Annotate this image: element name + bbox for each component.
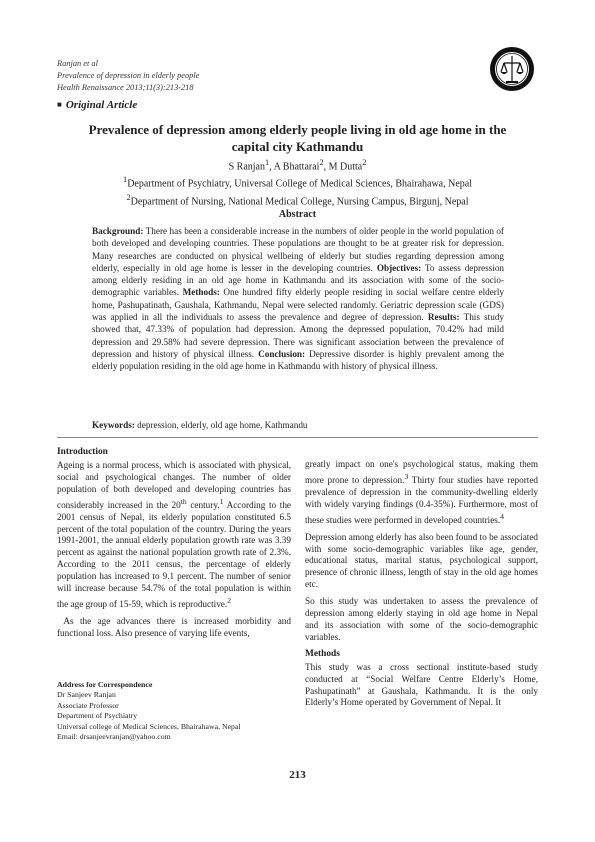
ordinal-suffix: th: [180, 496, 187, 506]
author-affiliation-mark: 1: [264, 158, 270, 167]
article-type: [57, 99, 137, 111]
keywords-text: depression, elderly, old age home, Kathmandu: [137, 420, 308, 430]
intro-text: Thirty four studies have reported prevalence of depression in the community-dwelling elderly with widely varying findings (0.4-35%). Furthermore, most of these studies were performed in developed countries.: [305, 474, 538, 525]
abstract-background: There has been a considerable increase in the numbers of older people in the world population of both developed and developing countries. These populations are thought to be at greater risk for depression. Many researches are conducted on physical wellbeing of elderly but studies regarding depression among elderly, especially in old age home is lesser in the developing countries.: [92, 226, 504, 273]
article-title: Prevalence of depression among elderly people living in old age home in the capital city Kathmandu: [88, 122, 507, 154]
affiliation: [57, 191, 538, 208]
intro-paragraph: [57, 460, 291, 611]
methods-heading: Methods: [305, 648, 340, 659]
correspondence-position: Associate Professor: [57, 700, 119, 710]
intro-paragraph-continued: greatly impact on one's psychological status, making them more prone to depression.$^3$ Thirty four studies have reported prevalence of depression in the community-dwelling elderly with widely varying findings (0.4-35%). Furthermore, most of these studies were performed in developed countries.$^4$: [305, 459, 538, 525]
affiliation-text: Department of Nursing, National Medical College, Nursing Campus, Birgunj, Nepal: [130, 195, 469, 207]
intro-text: century.: [186, 499, 220, 510]
citation-mark: 1: [219, 496, 224, 506]
running-head: [57, 58, 199, 94]
author-name: M Dutta: [328, 161, 363, 173]
abstract-label: Objectives:: [376, 262, 422, 273]
intro-text: Ageing is a normal process, which is associated with physical, social and psychological changes. The number of older population of both developed and developing countries has considerably increased in the 20: [57, 459, 291, 510]
correspondence-name: Dr Sanjeev Ranjan: [57, 690, 116, 700]
correspondence-block: [57, 680, 291, 742]
abstract-conclusion: Depressive disorder is highly prevalent among the elderly population residing in the old age home in Kathmandu with history of physical illness.: [92, 348, 504, 372]
correspondence-heading: Address for Correspondence: [57, 680, 153, 689]
correspondence-department: Department of Psychiatry: [57, 711, 138, 721]
left-column: [57, 447, 291, 645]
author-name: A Bhattarai: [273, 161, 320, 173]
abstract-results: This study showed that, 47.33% of population had depression. Among the depressed population, 70.42% had mild depression and 29.58% had severe depression. There was significant association between the prevalence of depression and history of physical illness.: [92, 312, 505, 359]
abstract-label: Background:: [92, 226, 144, 236]
page-number: 213: [289, 769, 306, 781]
author-block: [57, 156, 538, 208]
citation-mark: 4: [500, 511, 504, 521]
affiliation-mark: 1: [123, 175, 128, 185]
intro-paragraph-start: As the age advances there is increased morbidity and functional loss. Also presence of varying life events,: [57, 615, 291, 638]
correspondence-college: Universal college of Medical Sciences, Bhairahawa, Nepal: [57, 721, 241, 731]
author-list: S Ranjan$^1$, A Bhattarai$^2$, M Dutta$^2$: [228, 158, 367, 173]
abstract-objectives: To assess depression among elderly residing in an old age home in Kathmandu and its association with some of the socio-demographic variables.: [92, 262, 505, 298]
intro-paragraph: So this study was undertaken to assess the prevalence of depression among elderly staying in old age home in Nepal and its association with some of the socio-demographic variables.: [305, 596, 538, 642]
article-type-label: Original Article: [65, 99, 138, 111]
running-head-short-title: Prevalence of depression in elderly people: [57, 71, 200, 80]
abstract-label: Conclusion:: [258, 348, 306, 359]
intro-text: According to the 2001 census of Nepal, its elderly population constituted 6.5 percent of the total population of the country. During the years 1991-2001, the annual elderly population growth rate was 3.39 percent as against the national population growth rate of 2.3%. According to the 2011 census, the percentage of elderly population has increased to 9.1 percent. The number of senior will increase because 54.7% of the total population is within the age group of 15-59, which is reproductive.: [57, 499, 291, 609]
abstract-label: Results:: [427, 312, 460, 323]
journal-seal-icon: [489, 46, 535, 92]
author-affiliation-mark: 2: [362, 158, 367, 167]
affiliation-mark: 2: [126, 192, 131, 202]
abstract-heading: Abstract: [278, 209, 317, 220]
section-divider: [57, 437, 538, 438]
methods-paragraph: This study was a cross sectional institute-based study conducted at “Social Welfare Centre Elderly’s Home, Pashupatinath” at Gaushala, Kathmandu. It is the only Elderly’s Home operated by Government of Nepal. It: [305, 661, 538, 708]
introduction-heading: Introduction: [57, 447, 108, 457]
running-head-authors: Ranjan et al: [57, 59, 98, 68]
abstract-methods: One hundred fifty elderly people residing in social welfare centre elderly home, Pashupatinath, Gaushala, Kathmandu, Nepal were selected randomly. Geriatric depression scale (GDS) was applied in all the individuals to assess the prevalence and degree of depression.: [92, 287, 505, 323]
correspondence-email: Email: drsanjeevranjan@yahoo.com: [57, 732, 171, 742]
author-name: S Ranjan: [228, 161, 265, 173]
affiliation-text: Department of Psychiatry, Universal College of Medical Sciences, Bhairahawa, Nepal: [127, 178, 472, 190]
abstract-body: [92, 225, 504, 373]
intro-paragraph: Depression among elderly has also been found to be associated with some socio-demographic variables like age, gender, educational status, marital status, psychological support, presence of chronic illness, length of stay in the old age homes etc.: [305, 531, 538, 590]
citation-mark: 3: [404, 471, 409, 481]
running-head-citation: Health Renaissance 2013;11(3):213-218: [57, 83, 194, 92]
author-affiliation-mark: 2: [319, 158, 324, 167]
abstract-label: Methods:: [182, 287, 220, 298]
square-bullet-icon: ■: [57, 100, 62, 109]
citation-mark: 2: [227, 595, 232, 605]
right-column: [305, 459, 538, 714]
keywords-label: Keywords:: [92, 420, 135, 430]
affiliation: [57, 173, 538, 190]
keywords: [92, 419, 504, 431]
